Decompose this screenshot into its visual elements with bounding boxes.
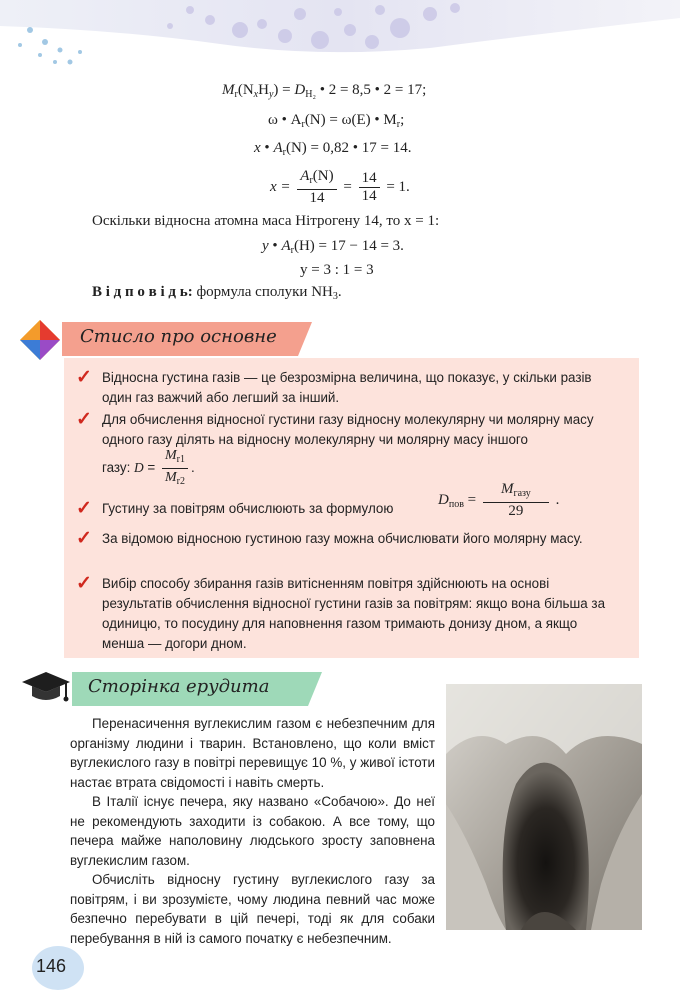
header-bubbles-decoration	[0, 0, 680, 70]
summary-bullet-2: Для обчислення відносної густини газу відносну молекулярну чи молярну масу одного газу ділять на відносну молекулярну чи молярну масу іншого	[102, 412, 594, 447]
page-number: 146	[36, 956, 67, 976]
erudite-title: Сторінка ерудита	[88, 676, 270, 697]
check-icon: ✓	[76, 573, 92, 594]
check-icon: ✓	[76, 528, 92, 549]
erudite-paragraph-2: В Італії існує печера, яку названо «Собачою». До неї не рекомендують заходити із собакою. А все тому, що печера майже наполовину людського зросту заповнена вуглекислим газом.	[70, 794, 435, 868]
formula-y-result: y = 3 : 1 = 3	[300, 262, 374, 278]
summary-bullet-2-formula: газу: D = $\frac{M_{r1}}{M_{r2}}$ .	[102, 448, 195, 487]
formula-mass-fraction: ω • $A_r(N) = \omega(E)$ • $M_r$;	[268, 112, 405, 130]
summary-title: Стисло про основне	[80, 326, 277, 347]
statement-text: Оскільки відносна атомна маса Нітрогену 14, то x = 1:	[92, 213, 440, 229]
check-icon: ✓	[76, 367, 92, 388]
summary-bullet-4: За відомою відносною густиною газу можна обчислювати його молярну масу.	[102, 531, 583, 546]
summary-bullet-3: Густину за повітрям обчислюють за формулою	[102, 501, 394, 516]
formula-y-calc: y • $A_r(H) = 17 - 14 = 3$.	[262, 238, 404, 256]
summary-bullet-5: Вибір способу збирання газів витісненням повітря здійснюють на основі результатів обчислення відносної густини газів за повітрям: якщо вона більша за одиницю, то посудину для наповнення газом тримають донизу дном, а якщо менша — догори дном.	[102, 576, 606, 651]
check-icon: ✓	[76, 409, 92, 430]
erudite-text	[70, 714, 435, 948]
answer-text: В і д п о в і д ь: формула сполуки $NH_3$.	[92, 284, 342, 302]
cave-photo	[446, 684, 642, 930]
summary-bullet-1: Відносна густина газів — це безрозмірна величина, що показує, у скільки разів один газ важчий або легший за інший.	[102, 370, 592, 405]
summary-bullet-3-formula: $D_{пов}$ = $\frac{M_{газу}}{29}$ .	[438, 481, 560, 519]
summary-diamond-icon	[18, 318, 62, 362]
graduation-cap-icon	[20, 670, 72, 708]
erudite-paragraph-3: Обчисліть відносну густину вуглекислого газу за повітрям, і ви зрозумієте, чому людина певний час може безпечно перебувати в цій печері, тоді як для собаки перебування в ній із самого початку є небезпечним.	[70, 872, 435, 946]
formula-x-calc: x • $A_r(N) = 0,82$ • 17 = 14.	[254, 140, 412, 158]
formula-molar-mass: $M_r(N_xH_y) = D_{H_2}$ • 2 = 8,5 • 2 = 17;	[222, 82, 427, 100]
check-icon: ✓	[76, 498, 92, 519]
erudite-paragraph-1: Перенасичення вуглекислим газом є небезпечним для організму людини і тварин. Встановлено, що коли вміст вуглекислого газу в повітрі перевищує 10 %, у живої істоти настає втрата свідомості і навіть смерть.	[70, 716, 435, 790]
formula-x-fraction: x = $\frac{A_r(N)}{14}$ = $\frac{14}{14}$ = 1.	[270, 168, 410, 206]
